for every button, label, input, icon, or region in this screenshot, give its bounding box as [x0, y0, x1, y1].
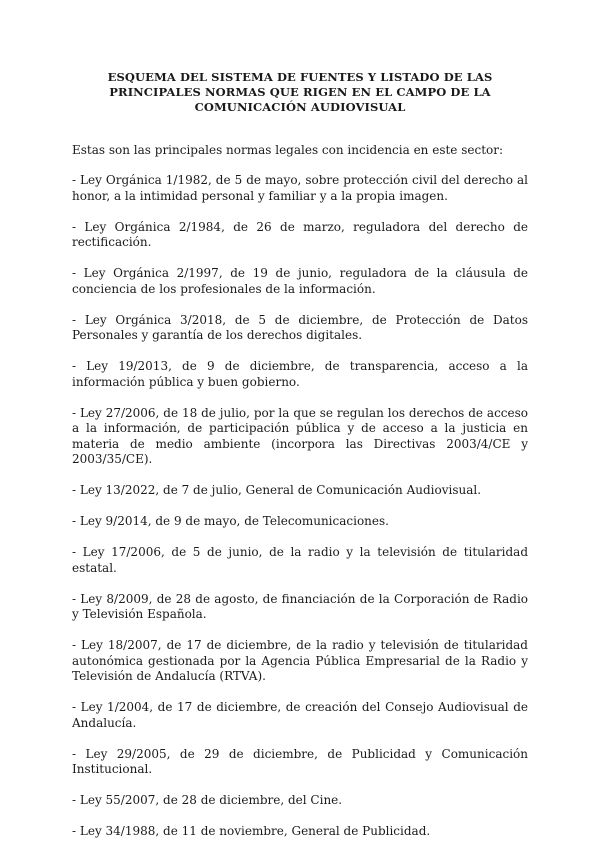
- law-list: [72, 173, 528, 840]
- law-item: - Ley Orgánica 3/2018, de 5 de diciembre, de Protección de Datos Personales y garantía de los derechos digitales.: [72, 312, 528, 342]
- document-intro: Estas son las principales normas legales con incidencia en este sector:: [72, 143, 504, 157]
- law-item: - Ley 9/2014, de 9 de mayo, de Telecomunicaciones.: [72, 514, 389, 528]
- law-item: - Ley Orgánica 2/1997, de 19 de junio, reguladora de la cláusula de conciencia de los profesionales de la información.: [72, 266, 528, 296]
- law-item: - Ley Orgánica 1/1982, de 5 de mayo, sobre protección civil del derecho al honor, a la intimidad personal y familiar y a la propia imagen.: [72, 173, 528, 203]
- law-item: - Ley 1/2004, de 17 de diciembre, de creación del Consejo Audiovisual de Andalucía.: [72, 700, 528, 730]
- law-item: - Ley 29/2005, de 29 de diciembre, de Publicidad y Comunicación Institucional.: [72, 746, 528, 776]
- law-item: - Ley 8/2009, de 28 de agosto, de financiación de la Corporación de Radio y Televisión Española.: [72, 591, 528, 621]
- law-item: - Ley 18/2007, de 17 de diciembre, de la radio y televisión de titularidad autonómica gestionada por la Agencia Pública Empresarial de la Radio y Televisión de Andalucía (RTVA).: [72, 638, 528, 683]
- law-item: - Ley 13/2022, de 7 de julio, General de Comunicación Audiovisual.: [72, 483, 482, 497]
- law-item: - Ley 34/1988, de 11 de noviembre, General de Publicidad.: [72, 824, 431, 838]
- document-title: ESQUEMA DEL SISTEMA DE FUENTES Y LISTADO DE LAS PRINCIPALES NORMAS QUE RIGEN EN EL CAMPO DE LA COMUNICACIÓN AUDIOVISUAL: [107, 70, 493, 114]
- law-item: - Ley 27/2006, de 18 de julio, por la que se regulan los derechos de acceso a la información, de participación pública y de acceso a la justicia en materia de medio ambiente (incorpora las Directivas 2003/4/CE y 2003/35/CE).: [72, 405, 528, 466]
- document-page: [72, 70, 528, 855]
- law-item: - Ley 17/2006, de 5 de junio, de la radio y la televisión de titularidad estatal.: [72, 545, 528, 575]
- law-item: - Ley Orgánica 2/1984, de 26 de marzo, reguladora del derecho de rectificación.: [72, 219, 528, 249]
- law-item: - Ley 55/2007, de 28 de diciembre, del Cine.: [72, 793, 343, 807]
- law-item: - Ley 19/2013, de 9 de diciembre, de transparencia, acceso a la información pública y buen gobierno.: [72, 359, 528, 389]
